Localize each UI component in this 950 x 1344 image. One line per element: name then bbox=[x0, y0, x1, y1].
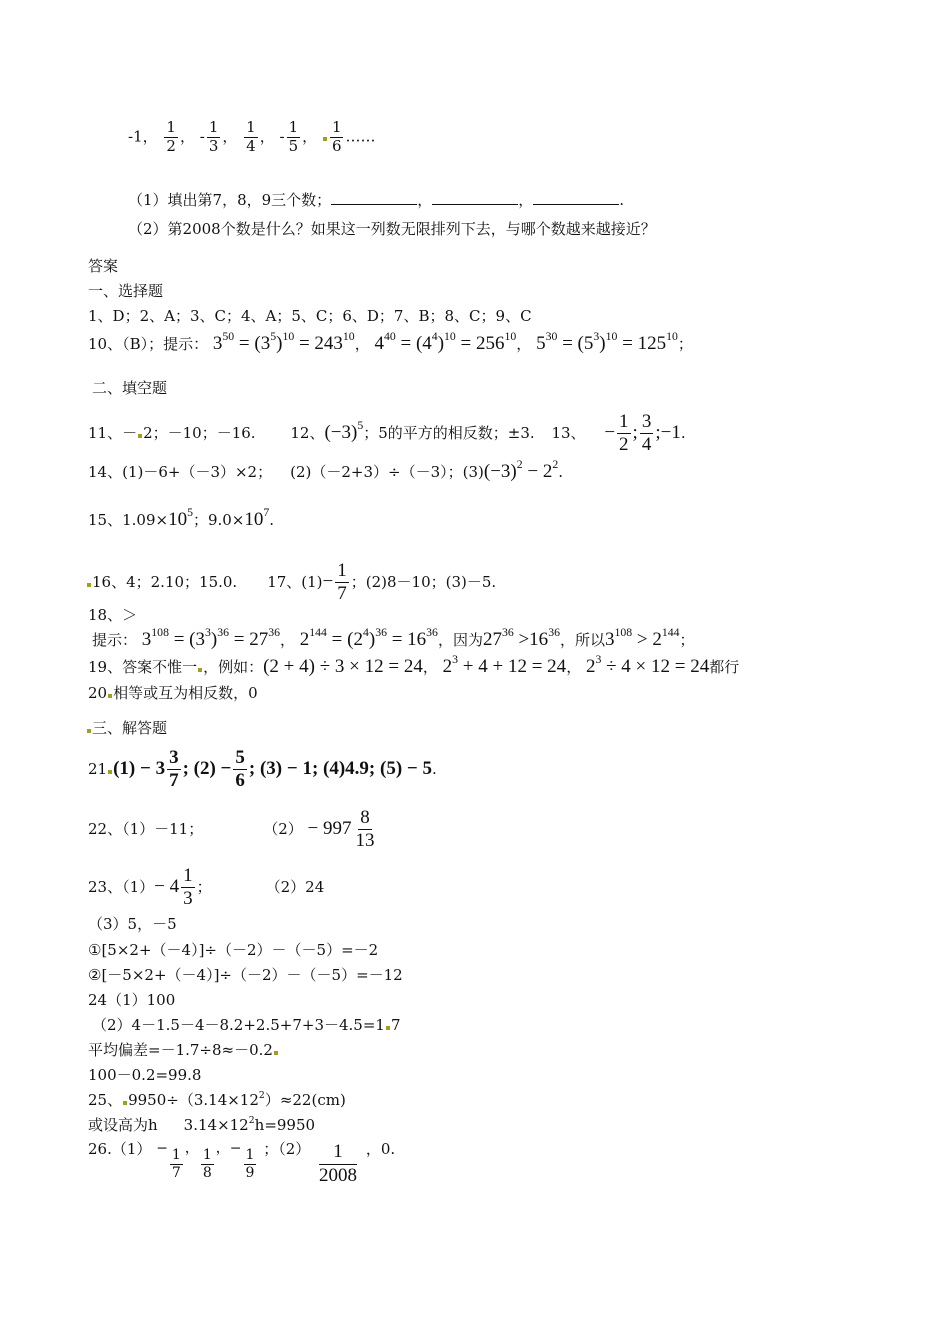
answer-text: 25、 bbox=[88, 1091, 123, 1109]
answer-23-calc-1: ①[5×2+（－4）]÷（－2）－（－5）=－2 bbox=[88, 941, 379, 959]
numerator: 1 bbox=[202, 1147, 212, 1164]
numerator: 1 bbox=[619, 411, 629, 432]
term: ;−1 bbox=[655, 421, 681, 443]
term: = (5 bbox=[557, 333, 594, 354]
answer-10 bbox=[88, 330, 693, 354]
term: > 2 bbox=[632, 629, 662, 650]
term: (−3) bbox=[483, 461, 517, 482]
exponent: 40 bbox=[383, 330, 396, 344]
fraction bbox=[244, 1148, 257, 1180]
term: ) bbox=[276, 333, 283, 354]
answer-16-17 bbox=[86, 561, 496, 604]
marker-dot bbox=[274, 1051, 278, 1055]
formula bbox=[536, 330, 678, 354]
term: = 243 bbox=[294, 333, 343, 354]
answer-11-13 bbox=[88, 412, 686, 455]
exponent: 36 bbox=[217, 626, 229, 640]
answer-text: 17、(1) bbox=[267, 572, 323, 591]
exponent: 5 bbox=[270, 330, 277, 344]
answer-22 bbox=[88, 808, 379, 851]
term: 2 bbox=[442, 656, 453, 677]
semicolon: ； bbox=[679, 631, 695, 649]
period: . bbox=[558, 463, 564, 481]
answer-text: 提示： bbox=[92, 631, 138, 649]
marker-dot bbox=[87, 729, 91, 733]
answer-24-average bbox=[88, 1043, 279, 1058]
denominator: 2008 bbox=[319, 1164, 358, 1186]
period: . bbox=[680, 423, 686, 442]
comma: ， bbox=[516, 335, 532, 353]
answer-text: （2） bbox=[263, 819, 303, 838]
numerator: 1 bbox=[208, 118, 219, 136]
term: ) bbox=[368, 629, 376, 650]
formula bbox=[604, 626, 680, 650]
answer-text: （2）24 bbox=[265, 877, 325, 896]
exponent: 10 bbox=[605, 330, 618, 344]
comma: ， bbox=[215, 1141, 230, 1157]
ellipsis: …… bbox=[345, 127, 376, 146]
formula bbox=[113, 747, 432, 791]
formula bbox=[141, 626, 280, 650]
numerator: 1 bbox=[183, 865, 193, 886]
term: 5 bbox=[536, 333, 546, 354]
fraction bbox=[201, 1148, 214, 1180]
numerator: 1 bbox=[337, 560, 347, 581]
denominator: 2 bbox=[166, 136, 176, 155]
exponent: 108 bbox=[151, 626, 169, 640]
answer-1-9: 1、D；2、A；3、C；4、A；5、C；6、D；7、B；8、C；9、C bbox=[88, 307, 532, 325]
answer-text: 9950÷（3.14×12 bbox=[128, 1091, 259, 1109]
comma: ， bbox=[302, 127, 318, 146]
answer-text: 7 bbox=[390, 1016, 401, 1034]
formula bbox=[442, 653, 567, 677]
exponent: 7 bbox=[263, 506, 270, 520]
comma: ， bbox=[422, 658, 438, 676]
comma: ， bbox=[184, 1141, 199, 1157]
answer-24-2 bbox=[92, 1018, 401, 1033]
answers-title: 答案 bbox=[88, 257, 119, 275]
answer-text: 19、答案不惟一 bbox=[88, 658, 198, 676]
term: = (2 bbox=[326, 629, 363, 650]
answer-text: （2）4－1.5－4－8.2+2.5+7+3－4.5=1 bbox=[92, 1016, 385, 1034]
answer-text: ）≈22(cm) bbox=[264, 1091, 346, 1109]
sequence-line bbox=[128, 120, 375, 155]
formula bbox=[154, 865, 196, 909]
term: = 125 bbox=[617, 333, 667, 354]
denominator: 4 bbox=[641, 433, 652, 455]
fraction bbox=[330, 120, 344, 155]
answer-25 bbox=[88, 1090, 346, 1109]
term: = 16 bbox=[386, 629, 427, 650]
denominator: 9 bbox=[245, 1164, 255, 1181]
comma: ， bbox=[417, 191, 433, 209]
fraction bbox=[167, 748, 181, 791]
formula bbox=[482, 626, 560, 650]
exponent: 5 bbox=[357, 418, 364, 432]
formula bbox=[322, 560, 351, 604]
denominator: 3 bbox=[208, 136, 219, 155]
marker-dot bbox=[123, 1101, 127, 1105]
answer-label: 10、（B）；提示： bbox=[88, 335, 209, 353]
term: ) bbox=[210, 629, 218, 650]
answer-text: 22、（1）－11； bbox=[88, 819, 204, 838]
answer-blank[interactable] bbox=[331, 190, 417, 205]
numerator: 8 bbox=[360, 807, 370, 828]
answer-text: (2)（－2+3）÷（－3）；(3) bbox=[290, 463, 484, 481]
formula bbox=[315, 1141, 361, 1186]
formula: (2 + 4) ÷ 3 × 12 = 24 bbox=[263, 656, 423, 677]
answer-14 bbox=[88, 458, 564, 482]
term: >16 bbox=[513, 629, 549, 650]
question-text: （1）填出第7，8，9三个数； bbox=[128, 191, 332, 209]
exponent: 144 bbox=[661, 626, 680, 640]
minus-sign: - bbox=[279, 127, 285, 146]
marker-dot bbox=[198, 668, 202, 672]
term: = (4 bbox=[395, 333, 432, 354]
answer-23-3: （3）5，－5 bbox=[88, 915, 177, 933]
marker-dot bbox=[108, 694, 112, 698]
exponent: 2 bbox=[552, 458, 559, 472]
term: ; (2) − bbox=[182, 757, 232, 779]
answer-15 bbox=[88, 506, 275, 530]
minus-sign: - bbox=[199, 127, 205, 146]
answer-text: 11、－ bbox=[88, 423, 138, 442]
answer-text: 2；－10；－16. bbox=[143, 423, 256, 442]
numerator: 3 bbox=[169, 747, 179, 768]
minus-sign: − bbox=[229, 1141, 242, 1157]
term: 3 bbox=[604, 629, 615, 650]
answer-text: 20 bbox=[88, 684, 108, 702]
question-1 bbox=[128, 190, 624, 208]
fraction bbox=[354, 808, 377, 851]
answer-text: ，例如： bbox=[203, 658, 264, 676]
fraction bbox=[317, 1142, 359, 1186]
question-2: （2）第2008个数是什么？如果这一列数无限排列下去，与哪个数越来越接近？ bbox=[128, 220, 656, 238]
answer-text: ；5的平方的相反数；±3. bbox=[363, 423, 535, 442]
fraction bbox=[287, 120, 301, 155]
marker-dot bbox=[108, 770, 112, 774]
term: − bbox=[322, 570, 334, 592]
answer-text: 15、1.09× bbox=[88, 511, 169, 529]
minus-sign: − bbox=[156, 1141, 168, 1157]
answer-text: 相等或互为相反数，0 bbox=[113, 684, 258, 702]
denominator: 5 bbox=[288, 136, 299, 155]
numerator: 1 bbox=[171, 1147, 181, 1164]
term: − 4 bbox=[154, 875, 180, 897]
term: 2 bbox=[299, 629, 310, 650]
answer-24-1: 24（1）100 bbox=[88, 991, 176, 1009]
term: 27 bbox=[482, 629, 502, 650]
answer-text: 26.（1） bbox=[88, 1140, 152, 1158]
exponent: 10 bbox=[342, 330, 355, 344]
term: ) bbox=[437, 333, 445, 354]
answer-text: ，所以 bbox=[559, 631, 605, 649]
term: ) bbox=[599, 333, 606, 354]
period: . bbox=[269, 511, 275, 529]
denominator: 7 bbox=[169, 769, 179, 791]
answer-text: 或设高为h bbox=[88, 1116, 158, 1134]
term: ; (3) − 1; (4)4.9; (5) − 5 bbox=[248, 757, 432, 779]
marker-dot bbox=[87, 583, 91, 587]
exponent: 36 bbox=[426, 626, 438, 640]
term: = (3 bbox=[168, 629, 205, 650]
exponent: 4 bbox=[431, 330, 438, 344]
term: 3 bbox=[141, 629, 152, 650]
fraction bbox=[207, 120, 221, 155]
term: ; bbox=[632, 421, 638, 443]
term: 10 bbox=[168, 509, 188, 530]
answer-text: ，0. bbox=[365, 1140, 396, 1158]
marker-dot bbox=[386, 1026, 390, 1030]
term: = (3 bbox=[234, 333, 271, 354]
exponent: 108 bbox=[614, 626, 633, 640]
exponent: 4 bbox=[362, 626, 369, 640]
denominator: 7 bbox=[171, 1164, 181, 1181]
fraction bbox=[170, 1148, 183, 1180]
answer-blank[interactable] bbox=[533, 190, 619, 205]
exponent: 36 bbox=[548, 626, 560, 640]
term: 2 bbox=[585, 656, 596, 677]
denominator: 13 bbox=[355, 829, 375, 851]
answer-24-result: 100－0.2=99.8 bbox=[88, 1066, 202, 1084]
term: 3 bbox=[212, 333, 223, 354]
formula bbox=[307, 807, 379, 851]
fraction bbox=[181, 866, 195, 909]
answer-26 bbox=[88, 1142, 395, 1186]
term: 4 bbox=[374, 333, 384, 354]
section-1-title: 一、选择题 bbox=[88, 282, 164, 300]
answer-text: ；9.0× bbox=[192, 511, 245, 529]
denominator: 7 bbox=[337, 582, 347, 604]
answer-text: 14、(1)－6+（－3）×2； bbox=[88, 463, 273, 481]
answer-25-alt bbox=[88, 1115, 316, 1134]
exponent: 2 bbox=[516, 458, 523, 472]
term: = 256 bbox=[455, 333, 505, 354]
term: − bbox=[604, 421, 616, 443]
numerator: 1 bbox=[319, 1142, 357, 1165]
term: + 4 + 12 = 24 bbox=[458, 656, 567, 677]
period: . bbox=[432, 759, 437, 778]
fraction bbox=[244, 120, 258, 155]
answer-text: h=9950 bbox=[254, 1116, 316, 1134]
exponent: 3 bbox=[452, 653, 459, 667]
comma: ， bbox=[279, 631, 295, 649]
exponent: 5 bbox=[187, 506, 193, 520]
answer-text: 平均偏差=－1.7÷8≈－0.2 bbox=[88, 1041, 273, 1059]
section-title: 三、解答题 bbox=[92, 719, 168, 737]
answer-text: 都行 bbox=[709, 658, 740, 676]
answer-text: 12、 bbox=[290, 423, 325, 442]
answer-19 bbox=[88, 653, 740, 677]
exponent: 2 bbox=[248, 1115, 255, 1127]
exponent: 10 bbox=[444, 330, 456, 344]
term: = 27 bbox=[228, 629, 269, 650]
numerator: 1 bbox=[331, 118, 342, 136]
answer-text: 16、4；2.10；15.0. bbox=[92, 572, 238, 591]
exponent: 144 bbox=[309, 626, 327, 640]
answer-18: 18、＞ bbox=[88, 606, 138, 624]
exponent: 10 bbox=[504, 330, 517, 344]
fraction bbox=[233, 748, 247, 791]
section-2-title: 二、填空题 bbox=[92, 379, 168, 397]
denominator: 4 bbox=[246, 136, 256, 155]
exponent: 10 bbox=[282, 330, 295, 344]
numerator: 1 bbox=[246, 118, 256, 136]
term: 10 bbox=[244, 509, 264, 530]
formula bbox=[374, 330, 517, 354]
section-3-title bbox=[86, 721, 167, 736]
exponent: 36 bbox=[375, 626, 387, 640]
formula bbox=[324, 418, 364, 443]
fraction bbox=[617, 412, 631, 455]
comma: ， bbox=[179, 127, 195, 146]
formula bbox=[244, 506, 270, 530]
marker-dot bbox=[138, 434, 142, 438]
answer-23-calc-2: ②[－5×2+（－4）]÷（－2）－（－5）=－12 bbox=[88, 966, 403, 984]
formula bbox=[585, 653, 710, 677]
answer-text: 21 bbox=[88, 759, 108, 778]
exponent: 3 bbox=[205, 626, 211, 640]
marker-dot bbox=[323, 137, 327, 141]
term: − 997 bbox=[307, 817, 352, 839]
exponent: 3 bbox=[593, 330, 600, 344]
numerator: 1 bbox=[245, 1147, 255, 1164]
semicolon: ； bbox=[677, 335, 693, 353]
answer-text: 3.14×12 bbox=[183, 1116, 249, 1134]
exponent: 36 bbox=[268, 626, 280, 640]
comma: ， bbox=[518, 191, 534, 209]
numerator: 3 bbox=[641, 411, 652, 432]
formula bbox=[483, 458, 559, 482]
answer-text: 13、 bbox=[551, 423, 586, 442]
denominator: 6 bbox=[235, 769, 245, 791]
answer-text: ；(2)8－10；(3)－5. bbox=[350, 572, 497, 591]
comma: ， bbox=[566, 658, 582, 676]
answer-text: 23、（1） bbox=[88, 877, 155, 896]
formula bbox=[156, 1141, 258, 1181]
term: ÷ 4 × 12 = 24 bbox=[601, 656, 710, 677]
seq-term: -1， bbox=[128, 127, 158, 146]
fraction bbox=[164, 120, 178, 155]
answer-blank[interactable] bbox=[432, 190, 518, 205]
denominator: 3 bbox=[183, 887, 193, 909]
fraction bbox=[335, 561, 349, 604]
term: (−3) bbox=[324, 421, 358, 443]
denominator: 6 bbox=[331, 136, 342, 155]
answer-21 bbox=[88, 748, 437, 791]
fraction bbox=[640, 412, 654, 455]
semicolon: ； bbox=[196, 877, 212, 896]
denominator: 8 bbox=[202, 1164, 212, 1181]
term: − 2 bbox=[522, 461, 553, 482]
comma: ， bbox=[222, 127, 238, 146]
exponent: 30 bbox=[545, 330, 558, 344]
period: . bbox=[619, 191, 624, 209]
term: (1) − 3 bbox=[113, 757, 166, 779]
answer-23 bbox=[88, 866, 324, 909]
answer-text: ；（2） bbox=[263, 1140, 311, 1158]
comma: ， bbox=[259, 127, 275, 146]
formula bbox=[212, 330, 355, 354]
formula bbox=[168, 506, 193, 530]
exponent: 10 bbox=[666, 330, 678, 344]
exponent: 3 bbox=[595, 653, 602, 667]
answer-text: ，因为 bbox=[437, 631, 483, 649]
numerator: 5 bbox=[235, 747, 245, 768]
answer-20 bbox=[88, 686, 258, 701]
answer-18-hint bbox=[92, 626, 695, 650]
numerator: 1 bbox=[166, 118, 176, 136]
exponent: 36 bbox=[501, 626, 514, 640]
comma: ， bbox=[354, 335, 370, 353]
formula bbox=[604, 411, 681, 455]
denominator: 2 bbox=[619, 433, 629, 455]
formula bbox=[299, 626, 438, 650]
numerator: 1 bbox=[288, 118, 299, 136]
exponent: 50 bbox=[222, 330, 235, 344]
exponent: 2 bbox=[258, 1090, 265, 1102]
